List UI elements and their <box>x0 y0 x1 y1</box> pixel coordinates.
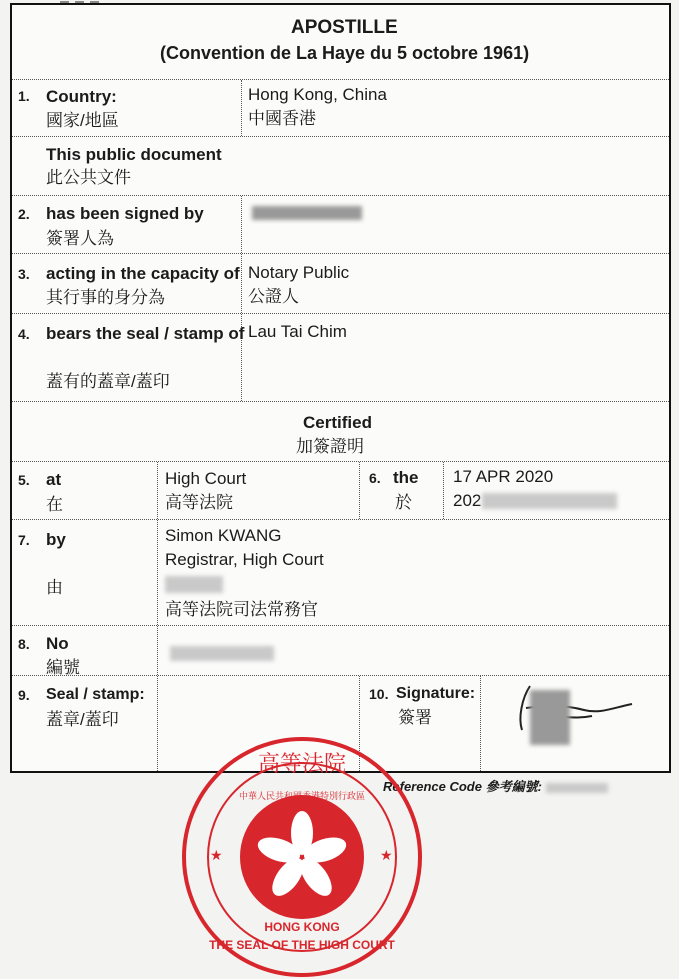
redacted-date <box>482 493 617 509</box>
redacted-reference <box>546 783 608 793</box>
at-label: at <box>46 470 62 489</box>
field-number: 9. <box>18 687 30 703</box>
certified-label: Certified <box>303 413 372 432</box>
certified-label-cn: 加簽證明 <box>296 437 364 456</box>
at-value: High Court <box>165 469 247 488</box>
seal-star-right: ★ <box>380 847 393 863</box>
row-signed-by <box>12 195 669 253</box>
seal-star-left: ★ <box>210 847 223 863</box>
reference-code-label: Reference Code 參考編號: <box>383 779 542 794</box>
row-number <box>12 625 669 675</box>
redacted-name-cn <box>165 576 223 593</box>
public-document-label-cn: 此公共文件 <box>46 168 131 187</box>
apostille-title: APOSTILLE <box>291 17 398 38</box>
field-number: 4. <box>18 326 30 342</box>
row-certified <box>12 401 669 461</box>
seal-of-label-cn: 蓋有的蓋章/蓋印 <box>46 372 170 391</box>
field-number: 1. <box>18 88 30 104</box>
registrar-name: Simon KWANG <box>165 526 282 545</box>
row-by <box>12 519 669 625</box>
signature-label: Signature: <box>396 685 476 702</box>
signature-label-cn: 簽署 <box>398 708 432 727</box>
row-country <box>12 79 669 136</box>
redacted-number <box>170 646 274 661</box>
capacity-value-cn: 公證人 <box>248 287 299 306</box>
the-label-cn: 於 <box>395 493 412 512</box>
seal-bottom-text: THE SEAL OF THE HIGH COURT <box>209 938 395 952</box>
field-number: 3. <box>18 266 30 282</box>
country-value-cn: 中國香港 <box>248 109 316 128</box>
seal-inner-text: HONG KONG <box>264 920 340 934</box>
row-seal-of <box>12 313 669 401</box>
field-number: 8. <box>18 636 30 652</box>
signed-by-label: has been signed by <box>46 204 204 223</box>
field-number: 10. <box>369 686 389 702</box>
at-value-cn: 高等法院 <box>165 493 233 512</box>
seal-of-label: bears the seal / stamp of <box>46 324 245 343</box>
public-document-label: This public document <box>46 145 222 164</box>
capacity-label: acting in the capacity of <box>46 264 240 283</box>
the-label: the <box>393 468 419 487</box>
redacted-signer <box>252 206 362 220</box>
country-label-cn: 國家/地區 <box>46 111 119 130</box>
seal-top-text: 高等法院 <box>257 752 347 777</box>
country-value: Hong Kong, China <box>248 85 387 104</box>
date-value-cn: 202 <box>453 491 482 510</box>
high-court-seal <box>180 735 424 979</box>
registrar-title-cn: 高等法院司法常務官 <box>165 600 318 619</box>
row-capacity <box>12 253 669 313</box>
at-label-cn: 在 <box>46 495 63 514</box>
seal-stamp-label: Seal / stamp: <box>46 686 145 703</box>
row-at-date <box>12 461 669 519</box>
apostille-subtitle: (Convention de La Haye du 5 octobre 1961) <box>160 43 530 63</box>
redacted-signature <box>530 690 570 745</box>
date-value: 17 APR 2020 <box>453 467 554 486</box>
field-number: 7. <box>18 532 30 548</box>
by-label: by <box>46 530 66 549</box>
registrar-title: Registrar, High Court <box>165 550 324 569</box>
signed-by-label-cn: 簽署人為 <box>46 229 114 248</box>
capacity-value: Notary Public <box>248 263 350 282</box>
field-number: 5. <box>18 472 30 488</box>
no-label: No <box>46 634 69 653</box>
seal-stamp-label-cn: 蓋章/蓋印 <box>46 710 119 729</box>
seal-ring-text: 中華人民共和國香港特別行政區 <box>238 792 366 802</box>
row-public-document <box>12 136 669 195</box>
field-number: 2. <box>18 206 30 222</box>
no-label-cn: 編號 <box>46 658 80 677</box>
seal-of-value: Lau Tai Chim <box>248 322 347 341</box>
country-label: Country: <box>46 87 117 106</box>
by-label-cn: 由 <box>46 578 63 597</box>
capacity-label-cn: 其行事的身分為 <box>46 288 165 307</box>
apostille-form <box>10 3 671 773</box>
field-number: 6. <box>369 470 381 486</box>
